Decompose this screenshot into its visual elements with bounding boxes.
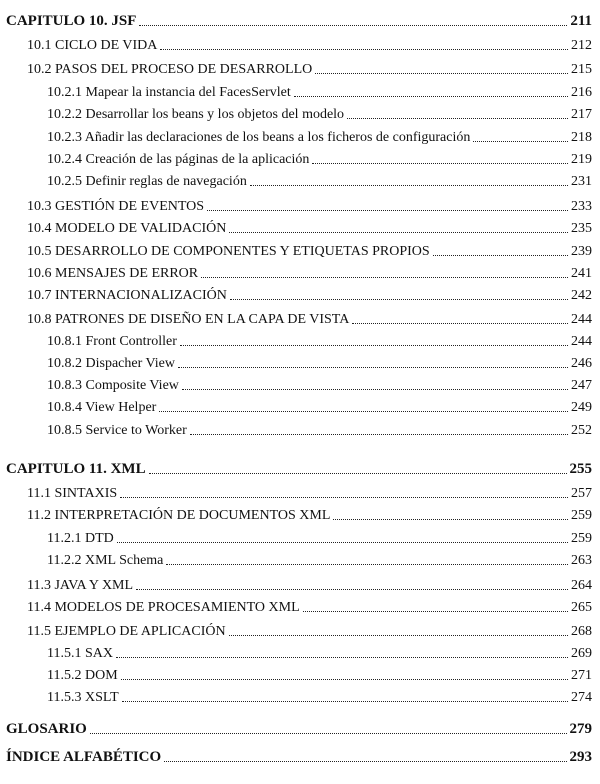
dot-leader [122,701,568,702]
toc-entry-title: 11.5 EJEMPLO DE APLICACIÓN [27,624,226,639]
toc-page-number: 274 [571,690,592,705]
toc-entry[interactable] [47,684,592,706]
dot-leader [136,589,568,590]
toc-entry[interactable] [47,328,592,350]
toc-entry-title: 10.6 MENSAJES DE ERROR [27,266,199,281]
dot-leader [315,73,568,74]
toc-page-number: 216 [571,85,592,100]
toc-entry-title: 11.4 MODELOS DE PROCESAMIENTO XML [27,600,300,615]
toc-entry-title: 10.2.2 Desarrollar los beans y los objetos del modelo [47,107,345,122]
toc-entry-title: 10.8 PATRONES DE DISEÑO EN LA CAPA DE VISTA [27,312,350,327]
toc-entry[interactable] [47,124,592,146]
toc-entry[interactable] [47,350,592,372]
dot-leader [166,564,568,565]
toc-entry-title: 11.2 INTERPRETACIÓN DE DOCUMENTOS XML [27,508,331,523]
toc-entry[interactable] [47,547,592,569]
toc-page-number: 265 [571,600,592,615]
dot-leader [178,367,568,368]
toc-entry[interactable] [27,480,592,502]
toc-page-number: 279 [569,721,592,737]
toc-entry-title: 10.2.5 Definir reglas de navegación [47,174,247,189]
toc-entry-title: 10.2.1 Mapear la instancia del FacesServlet [47,85,291,100]
toc-entry-title: CAPITULO 11. XML [6,461,146,477]
toc-entry[interactable] [27,260,592,282]
dot-leader [90,733,567,734]
dot-leader [473,141,568,142]
dot-leader [312,163,568,164]
dot-leader [182,389,568,390]
toc-entry[interactable] [47,79,592,101]
toc-page-number: 242 [571,288,592,303]
toc-entry[interactable] [47,662,592,684]
dot-leader [116,657,568,658]
toc-page-number: 241 [571,266,592,281]
toc-entry-title: 10.8.5 Service to Worker [47,423,187,438]
toc-page-number: 252 [571,423,592,438]
toc-page-number: 211 [570,13,592,29]
toc-entry[interactable] [47,101,592,123]
dot-leader [352,323,568,324]
toc-entry-title: 11.5.2 DOM [47,668,118,683]
dot-leader [201,277,568,278]
toc-entry-title: 10.4 MODELO DE VALIDACIÓN [27,221,227,236]
toc-page-number: 231 [571,174,592,189]
toc-entry[interactable] [27,193,592,215]
toc-page-number: 217 [571,107,592,122]
dot-leader [160,49,568,50]
toc-page-number: 212 [571,38,592,53]
toc-entry-title: 10.8.2 Dispacher View [47,356,175,371]
toc-entry[interactable] [47,146,592,168]
toc-page-number: 215 [571,62,592,77]
toc-entry[interactable] [47,640,592,662]
toc-entry[interactable] [47,525,592,547]
toc-page-number: 264 [571,578,592,593]
toc-chapter-entry[interactable] [6,716,592,738]
toc-entry-title: 10.8.3 Composite View [47,378,179,393]
toc-chapter-entry[interactable] [6,744,592,766]
toc-page-number: 263 [571,553,592,568]
toc-page-number: 235 [571,221,592,236]
toc-entry[interactable] [27,238,592,260]
dot-leader [433,255,568,256]
toc-entry-title: GLOSARIO [6,721,87,737]
toc-entry-title: 11.5.1 SAX [47,646,113,661]
dot-leader [333,519,568,520]
dot-leader [230,299,568,300]
dot-leader [159,411,568,412]
dot-leader [121,679,568,680]
toc-chapter-entry[interactable] [6,456,592,478]
toc-page-number: 259 [571,508,592,523]
toc-entry[interactable] [27,572,592,594]
toc-entry-title: 10.1 CICLO DE VIDA [27,38,158,53]
dot-leader [303,611,568,612]
toc-entry[interactable] [27,306,592,328]
toc-entry-title: CAPITULO 10. JSF [6,13,137,29]
dot-leader [250,185,568,186]
toc-entry-title: 10.7 INTERNACIONALIZACIÓN [27,288,227,303]
dot-leader [294,96,568,97]
toc-entry[interactable] [27,56,592,78]
toc-entry[interactable] [27,618,592,640]
toc-entry[interactable] [47,372,592,394]
toc-entry-title: ÍNDICE ALFABÉTICO [6,749,162,765]
toc-page-number: 219 [571,152,592,167]
dot-leader [229,232,568,233]
toc-page-number: 247 [571,378,592,393]
dot-leader [117,542,568,543]
toc-page-number: 293 [569,749,592,765]
toc-entry-title: 11.2.1 DTD [47,531,114,546]
toc-entry-title: 11.2.2 XML Schema [47,553,164,568]
toc-entry[interactable] [27,594,592,616]
toc-entry-title: 10.5 DESARROLLO DE COMPONENTES Y ETIQUETAS PROPIOS [27,244,430,259]
toc-entry[interactable] [27,32,592,54]
dot-leader [120,497,568,498]
toc-entry-title: 11.5.3 XSLT [47,690,119,705]
toc-chapter-entry[interactable] [6,8,592,30]
toc-entry-title: 10.8.1 Front Controller [47,334,177,349]
dot-leader [229,635,568,636]
toc-entry[interactable] [27,215,592,237]
toc-entry-title: 11.1 SINTAXIS [27,486,118,501]
toc-entry-title: 10.2.4 Creación de las páginas de la aplicación [47,152,310,167]
toc-entry[interactable] [47,417,592,439]
toc-entry-title: 10.3 GESTIÓN DE EVENTOS [27,199,205,214]
toc-page-number: 269 [571,646,592,661]
toc-page-number: 257 [571,486,592,501]
dot-leader [347,118,568,119]
toc-page-number: 239 [571,244,592,259]
dot-leader [149,473,567,474]
toc-page-number: 271 [571,668,592,683]
toc-entry[interactable] [47,168,592,190]
toc-entry-title: 10.2.3 Añadir las declaraciones de los beans a los ficheros de configuración [47,130,471,145]
dot-leader [180,345,568,346]
dot-leader [190,434,568,435]
toc-page-number: 244 [571,334,592,349]
toc-entry[interactable] [27,282,592,304]
toc-page-number: 268 [571,624,592,639]
toc-page-number: 259 [571,531,592,546]
toc-entry-title: 10.2 PASOS DEL PROCESO DE DESARROLLO [27,62,313,77]
toc-page-number: 246 [571,356,592,371]
toc-entry-title: 10.8.4 View Helper [47,400,157,415]
toc-page-number: 249 [571,400,592,415]
toc-page-number: 244 [571,312,592,327]
toc-page-number: 233 [571,199,592,214]
toc-entry[interactable] [47,394,592,416]
toc-page-number: 255 [569,461,592,477]
toc-entry-title: 11.3 JAVA Y XML [27,578,134,593]
dot-leader [164,761,566,762]
dot-leader [139,25,567,26]
dot-leader [207,210,568,211]
toc-entry[interactable] [27,502,592,524]
toc-page-number: 218 [571,130,592,145]
